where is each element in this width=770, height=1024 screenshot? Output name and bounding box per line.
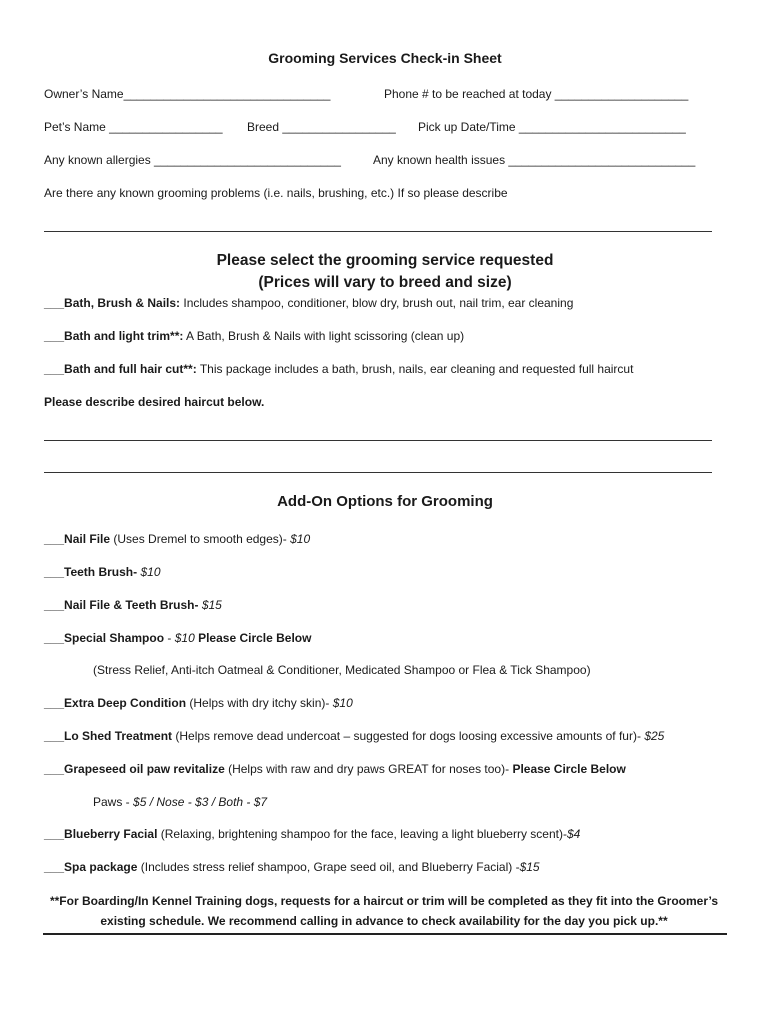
owner-name-field[interactable]: Owner’s Name_______________________________ <box>44 87 331 101</box>
shampoo-options[interactable]: (Stress Relief, Anti-itch Oatmeal & Conditioner, Medicated Shampoo or Flea & Tick Shampoo) <box>93 663 591 677</box>
haircut-blank-1[interactable] <box>44 440 712 441</box>
addon-special-shampoo[interactable]: ___Special Shampoo - $10 Please Circle Below <box>44 631 312 645</box>
footer-divider <box>43 933 727 935</box>
service-bath-light-trim[interactable]: ___Bath and light trim**: A Bath, Brush & Nails with light scissoring (clean up) <box>44 329 465 343</box>
page-title: Grooming Services Check-in Sheet <box>268 50 502 66</box>
addon-blueberry-facial[interactable]: ___Blueberry Facial (Relaxing, brightening shampoo for the face, leaving a light blueberry scent)-$4 <box>44 827 581 841</box>
grooming-problems-blank[interactable] <box>44 231 712 232</box>
phone-field[interactable]: Phone # to be reached at today ____________________ <box>384 87 689 101</box>
haircut-blank-2[interactable] <box>44 472 712 473</box>
service-bath-brush-nails[interactable]: ___Bath, Brush & Nails: Includes shampoo, conditioner, blow dry, brush out, nail trim, ear cleaning <box>44 296 574 310</box>
addon-nail-file[interactable]: ___Nail File (Uses Dremel to smooth edges)- $10 <box>44 532 311 546</box>
grooming-problems-label: Are there any known grooming problems (i.e. nails, brushing, etc.) If so please describe <box>44 186 508 200</box>
addon-extra-deep-condition[interactable]: ___Extra Deep Condition (Helps with dry itchy skin)- $10 <box>44 696 353 710</box>
addon-lo-shed-treatment[interactable]: ___Lo Shed Treatment (Helps remove dead undercoat – suggested for dogs loosing excessive amounts of fur)- $25 <box>44 729 665 743</box>
addon-nail-file-teeth-brush[interactable]: ___Nail File & Teeth Brush- $15 <box>44 598 222 612</box>
footer-note-line-2: existing schedule. We recommend calling in advance to check availability for the day you pick up.** <box>100 914 668 928</box>
breed-field[interactable]: Breed _________________ <box>247 120 396 134</box>
addon-teeth-brush[interactable]: ___Teeth Brush- $10 <box>44 565 161 579</box>
addon-grapeseed-paw[interactable]: ___Grapeseed oil paw revitalize (Helps with raw and dry paws GREAT for noses too)- Please Circle Below <box>44 762 626 776</box>
footer-note-line-1: **For Boarding/In Kennel Training dogs, requests for a haircut or trim will be completed as they fit into the Groomer’s <box>49 894 719 908</box>
paw-options[interactable]: Paws - $5 / Nose - $3 / Both - $7 <box>93 795 268 809</box>
pickup-field[interactable]: Pick up Date/Time _________________________ <box>418 120 686 134</box>
addons-heading: Add-On Options for Grooming <box>277 493 493 510</box>
haircut-prompt: Please describe desired haircut below. <box>44 395 265 409</box>
services-heading: Please select the grooming service requested <box>216 252 554 269</box>
addon-spa-package[interactable]: ___Spa package (Includes stress relief shampoo, Grape seed oil, and Blueberry Facial) -$15 <box>44 860 540 874</box>
allergies-field[interactable]: Any known allergies ____________________________ <box>44 153 341 167</box>
service-bath-full-haircut[interactable]: ___Bath and full hair cut**: This package includes a bath, brush, nails, ear cleaning and requested full haircut <box>44 362 634 376</box>
services-subheading: (Prices will vary to breed and size) <box>258 274 512 291</box>
pet-name-field[interactable]: Pet’s Name _________________ <box>44 120 223 134</box>
health-issues-field[interactable]: Any known health issues ____________________________ <box>373 153 696 167</box>
